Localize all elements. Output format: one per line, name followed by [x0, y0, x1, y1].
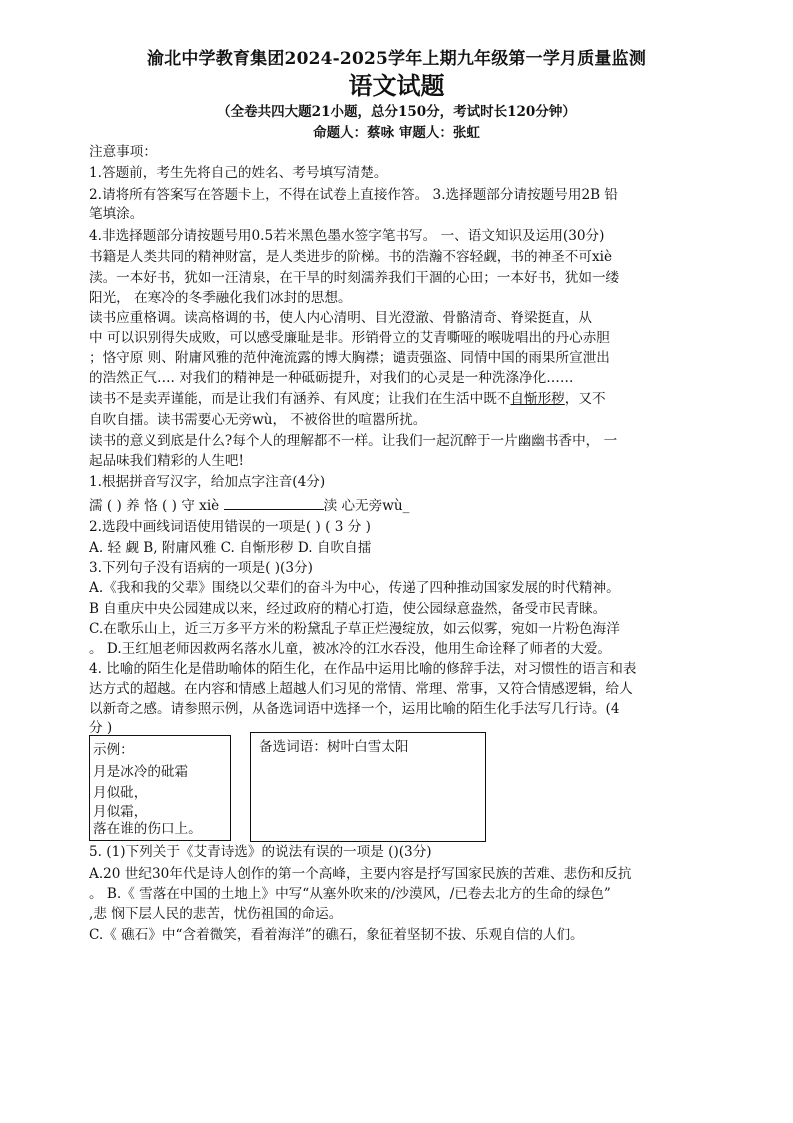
candidate-words: 备选词语：树叶白雪太阳 — [259, 739, 409, 755]
notice-item-2: 2.请将所有答案写在答题卡上，不得在试卷上直接作答。 3.选择题部分请按题号用2B 铅 — [89, 187, 618, 203]
question-4-cont: 以新奇之感。请参照示例，从备选词语中选择一个，运用比喻的陌生化手法写几行诗。(4 — [89, 701, 620, 717]
passage-line: 阳光， 在寒冷的冬季融化我们冰封的思想。 — [89, 290, 352, 306]
example-line: 月似霜， — [93, 804, 148, 820]
passage-line: 读书应重格调。读高格调的书，使人内心清明、目光澄澈、骨骼清奇、脊梁挺直，从 — [89, 310, 592, 326]
question-5: 5. (1)下列关于《艾青诗选》的说法有误的一项是 ()(3分) — [89, 844, 432, 860]
question-3-option-d: 。 D.王红旭老师因救两名落水儿童，被冰冷的江水吞没，他用生命诠释了师者的大爱。 — [89, 641, 612, 657]
passage-line: ；恪守原 则、附庸风雅的范仲淹流露的博大胸襟；谴责强盗、同情中国的雨果所宣泄出 — [89, 350, 610, 366]
question-4-cont: 达方式的超越。在内容和情感上超越人们习见的常情、常理、常事，又符合情感逻辑，给人 — [89, 681, 633, 697]
passage-line: 中 可以识别得失成败，可以感受廉耻是非。形销骨立的艾青嘶哑的喉咙唱出的丹心赤胆 — [89, 330, 610, 346]
question-5-option-b-cont: ,悲 悯下层人民的悲苦，忧伤祖国的命运。 — [89, 906, 343, 922]
school-title: 渝北中学教育集团2024-2025学年上期九年级第一学月质量监测 — [146, 49, 647, 69]
question-3-option-b: B 自重庆中央公园建成以来，经过政府的精心打造，使公园绿意盎然，备受市民青睐。 — [89, 601, 607, 617]
question-3-option-c: C.在歌乐山上，近三万多平方米的粉黛乱子草正烂漫绽放，如云似雾，宛如一片粉色海洋 — [89, 621, 620, 637]
passage-line: 的浩然正气…. 对我们的精神是一种砥砺提升，对我们的心灵是一种洗涤净化…… — [89, 370, 574, 386]
question-3-option-a: A.《我和我的父辈》围绕以父辈们的奋斗为中心，传递了四种推动国家发展的时代精神。 — [89, 580, 620, 596]
notice-heading: 注意事项： — [89, 144, 157, 160]
question-3: 3.下列句子没有语病的一项是( )(3分) — [89, 560, 313, 576]
question-5-option-c: C.《 礁石》中“含着微笑，看着海洋”的礁石，象征着坚韧不拔、乐观自信的人们。 — [89, 927, 584, 943]
notice-item-2-cont: 笔填涂。 — [89, 206, 144, 222]
notice-item-4: 4.非选择题部分请按题号用0.5若米黑色墨水签字笔书写。 一、语文知识及运用(30分) — [89, 228, 605, 244]
question-5-option-b: 。 B.《 雪落在中国的土地上》中写“从塞外吹来的/沙漠风，/已卷去北方的生命的绿色” — [89, 886, 611, 902]
example-title: 示例： — [93, 742, 134, 758]
passage-line: 自吹自擂。读书需要心无旁wù， 不被俗世的喧嚣所扰。 — [89, 412, 427, 428]
question-4: 4. 比喻的陌生化是借助喻体的陌生化，在作品中运用比喻的修辞手法，对习惯性的语言和表 — [89, 661, 637, 677]
answer-blank — [224, 495, 324, 510]
example-line: 落在谁的伤口上。 — [93, 821, 202, 837]
notice-item-1: 1.答题前，考生先将自己的姓名、考号填写清楚。 — [89, 165, 388, 181]
question-1: 1.根据拼音写汉字，给加点字注音(4分) — [89, 474, 326, 490]
passage-line: 起品味我们精彩的人生吧! — [89, 453, 244, 469]
question-1-blanks: 濡 ( ) 养 恪 ( ) 守 xiè 渎 心无旁wù_ — [89, 495, 705, 516]
subject-title: 语文试题 — [348, 71, 445, 100]
question-5-option-a: A.20 世纪30年代是诗人创作的第一个高峰，主要内容是抒写国家民族的苦难、悲伤和反抗 — [89, 866, 632, 882]
example-line: 月是冰冷的砒霜 — [93, 764, 189, 780]
passage-line: 渎。一本好书，犹如一汪清泉，在干旱的时刻濡养我们干涸的心田；一本好书，犹如一缕 — [89, 270, 620, 286]
underlined-word: 自惭形秽 — [510, 391, 565, 407]
passage-line: 读书不是卖弄谨能，而是让我们有涵养、有风度；让我们在生活中既不自惭形秽，又不 — [89, 391, 606, 407]
authors-line: 命题人：蔡咏 审题人：张虹 — [313, 125, 480, 141]
example-line: 月似砒， — [93, 785, 148, 801]
question-2: 2.选段中画线词语使用错误的一项是( ) ( 3 分 ) — [89, 519, 371, 535]
question-2-options: A. 轻 觑 B, 附庸风雅 C. 自惭形秽 D. 自吹自擂 — [89, 540, 372, 556]
passage-line: 读书的意义到底是什么?每个人的理解都不一样。让我们一起沉醉于一片幽幽书香中， 一 — [89, 433, 618, 449]
exam-info: （全卷共四大题21小题，总分150分，考试时长120分钟） — [217, 104, 576, 120]
question-4-cont: 分 ) — [89, 720, 113, 736]
passage-line: 书籍是人类共同的精神财富，是人类进步的阶梯。书的浩瀚不容轻觑，书的神圣不可xiè — [89, 249, 613, 265]
